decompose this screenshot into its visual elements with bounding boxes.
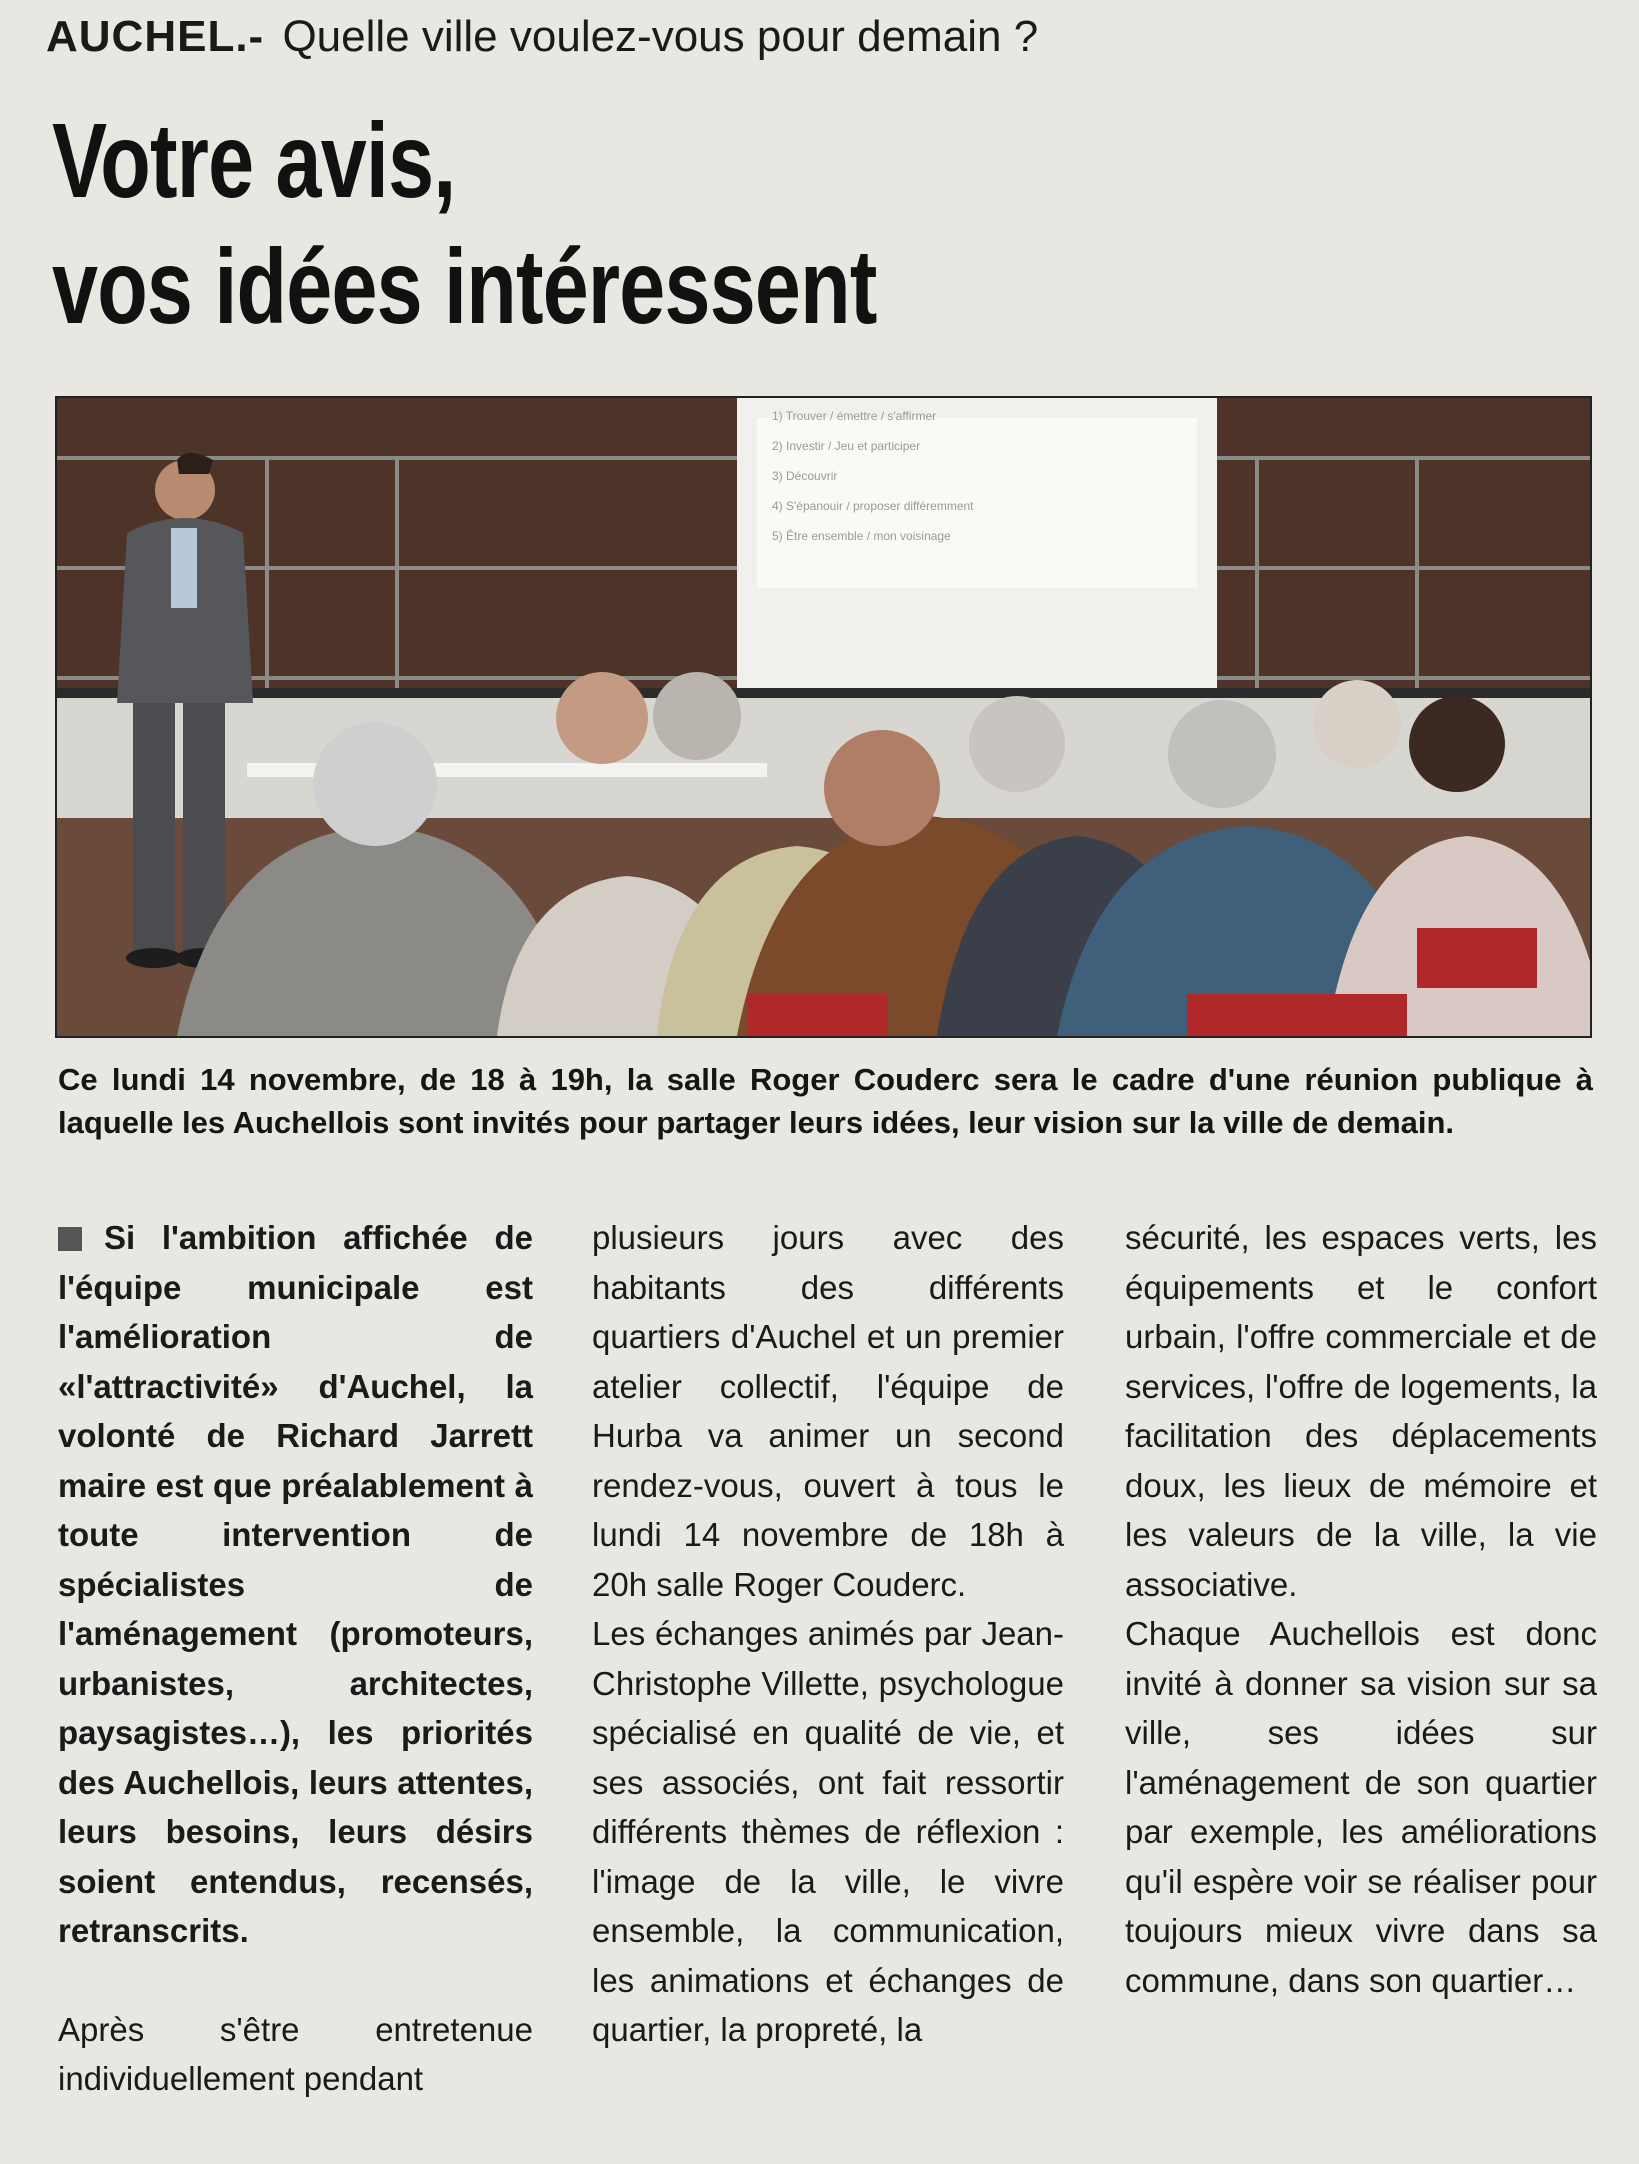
lead-square-icon (58, 1227, 82, 1251)
headline-line-2: vos idées intéressent (52, 228, 877, 346)
article-headline (52, 98, 877, 350)
slide-line: 5) Être ensemble / mon voisinage (772, 529, 951, 543)
body-paragraph: plusieurs jours avec des habitants des différents quartiers d'Auchel et un premier atelier collectif, l'équipe de Hurba va animer un second rendez-vous, ouvert à tous le lundi 14 novembre de 18h à 20h salle Roger Couderc. (592, 1219, 1064, 1603)
slide-line: 2) Investir / Jeu et participer (772, 439, 921, 453)
headline-line-1: Votre avis, (52, 102, 456, 220)
photo-caption: Ce lundi 14 novembre, de 18 à 19h, la salle Roger Couderc sera le cadre d'une réunion publique à laquelle les Auchellois sont invités pour partager leurs idées, leur vision sur la ville de demain. (58, 1062, 1593, 1140)
article-column-3 (1125, 1213, 1597, 2005)
kicker-subtitle: Quelle ville voulez-vous pour demain ? (282, 12, 1039, 61)
body-paragraph: Après s'être entretenue individuellement pendant (58, 2010, 533, 2097)
body-paragraph: Les échanges animés par Jean-Christophe Villette, psychologue spécialisé en qualité de vie, et ses associés, ont fait ressortir différents thèmes de réflexion : l'image de la ville, le vivre ensemble, la communication, les animations et échanges de quartier, la propreté, la (592, 1615, 1064, 2048)
slide-line: 1) Trouver / émettre / s'affirmer (772, 409, 937, 423)
article-kicker (46, 12, 1038, 62)
slide-line: 4) S'épanouir / proposer différemment (772, 499, 974, 513)
article-column-2 (592, 1213, 1064, 2055)
lead-paragraph (58, 1213, 533, 1956)
slide-line: 3) Découvrir (772, 469, 838, 483)
body-paragraph: Chaque Auchellois est donc invité à donner sa vision sur sa ville, ses idées sur l'aménagement de son quartier par exemple, les améliorations qu'il espère voir se réaliser pour toujours mieux vivre dans sa commune, dans son quartier… (1125, 1615, 1597, 1999)
meeting-photo-illustration (57, 398, 1590, 1036)
body-paragraph: sécurité, les espaces verts, les équipements et le confort urbain, l'offre commerciale et de services, l'offre de logements, la facilitation des déplacements doux, les lieux de mémoire et les valeurs de la ville, la vie associative. (1125, 1219, 1597, 1603)
lead-text: Si l'ambition affichée de l'équipe municipale est l'amélioration de «l'attractivité» d'Auchel, la volonté de Richard Jarrett maire est que préalablement à toute intervention de spécialistes de l'aménagement (promoteurs, urbanistes, architectes, paysagistes…), les priorités des Auchellois, leurs attentes, leurs besoins, leurs désirs soient entendus, recensés, retranscrits. (58, 1219, 533, 1949)
meeting-photo (55, 396, 1592, 1038)
town-label: AUCHEL.- (46, 12, 265, 61)
article-column-1 (58, 1213, 533, 2104)
